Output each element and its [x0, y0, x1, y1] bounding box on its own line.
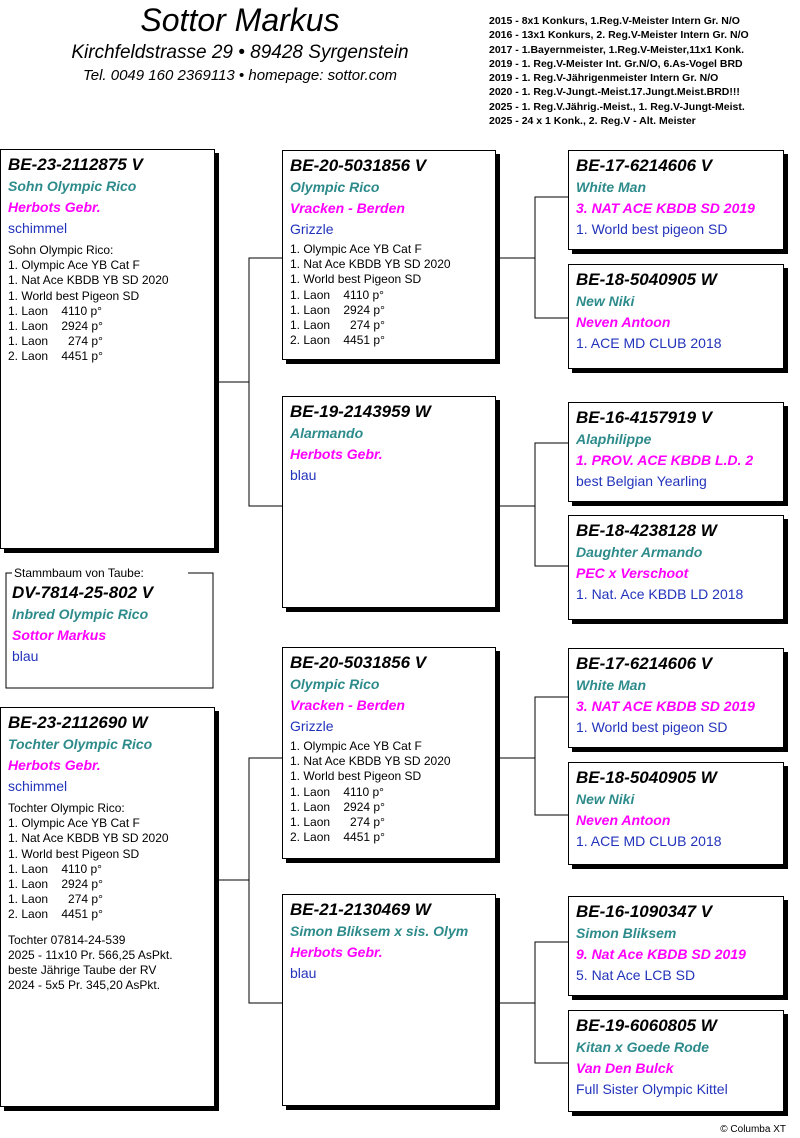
achievement-line: 2017 - 1.Bayernmeister, 1.Reg.V-Meister,11x1 Konk.	[489, 43, 745, 56]
ring-number: BE-16-4157919 V	[576, 408, 713, 427]
pigeon-name: Olympic Rico	[290, 179, 380, 195]
breeder: Herbots Gebr.	[8, 199, 101, 215]
achievement-line: 2015 - 8x1 Konkurs, 1.Reg.V-Meister Intern Gr. N/O	[489, 15, 740, 27]
pedigree-box-sire-dam	[282, 396, 496, 608]
pedigree-box-great-grandparent	[568, 762, 784, 865]
achievement-line: 2025 - 1. Reg.V.Jährig.-Meist., 1. Reg.V-Jungt-Meist.	[489, 100, 745, 113]
pigeon-info: 1. World best pigeon SD	[576, 719, 728, 735]
pigeon-name: White Man	[576, 677, 646, 693]
ring-number: BE-16-1090347 V	[576, 902, 713, 921]
breeder: Herbots Gebr.	[8, 757, 101, 773]
achievement-line: 2019 - 1. Reg.V-Jährigenmeister Intern Gr. N/O	[489, 72, 719, 85]
pedigree-label: Stammbaum von Taube:	[14, 566, 144, 580]
breeder-contact: Tel. 0049 160 2369113 • homepage: sottor.com	[82, 67, 398, 84]
achievement-line: 2020 - 1. Reg.V-Jungt.-Meist.17.Jungt.Meist.BRD!!!	[489, 86, 740, 99]
breeder: Vracken - Berden	[290, 200, 405, 216]
pigeon-color: blau	[290, 965, 317, 981]
breeder: PEC x Verschoot	[576, 565, 689, 581]
breeder: 9. Nat Ace KBDB SD 2019	[576, 946, 746, 962]
ring-number: BE-18-4238128 W	[576, 521, 717, 540]
pedigree-box-great-grandparent	[568, 1010, 784, 1112]
pigeon-color: Grizzle	[290, 221, 334, 237]
offspring-notes: Tochter 07814-24-539 2025 - 11x10 Pr. 566,25 AsPkt. beste Jährige Taube der RV 2024 - 5x5 Pr. 345,20 AsPkt.	[8, 932, 173, 993]
achievement-line: 2025 - 24 x 1 Konk., 2. Reg.V - Alt. Meister	[489, 115, 696, 128]
pigeon-name: Alarmando	[290, 425, 364, 441]
pigeon-color: schimmel	[8, 778, 68, 794]
pigeon-name: New Niki	[576, 293, 635, 309]
performance-notes: 1. Olympic Ace YB Cat F 1. Nat Ace KBDB YB SD 2020 1. World best Pigeon SD 1. Laon 4110 p° 1. Laon 2924 p° 1. Laon 274 p° 2. Laon 4451 p°	[290, 242, 451, 348]
pedigree-box-subject	[8, 582, 216, 682]
pedigree-box-dam-sire	[282, 647, 496, 859]
pedigree-box-dam	[0, 707, 215, 1107]
breeder: 3. NAT ACE KBDB SD 2019	[576, 200, 755, 216]
performance-notes: Sohn Olympic Rico: 1. Olympic Ace YB Cat F 1. Nat Ace KBDB YB SD 2020 1. World best Pigeon SD 1. Laon 4110 p° 1. Laon 2924 p° 1. Laon 274 p° 2. Laon 4451 p°	[8, 243, 169, 364]
breeder: 1. PROV. ACE KBDB L.D. 2	[576, 452, 754, 468]
pigeon-info: 1. ACE MD CLUB 2018	[576, 833, 722, 849]
pedigree-box-sire-sire	[282, 150, 496, 360]
ring-number: BE-20-5031856 V	[290, 156, 427, 175]
ring-number: BE-23-2112690 W	[8, 713, 148, 732]
pigeon-name: Daughter Armando	[576, 544, 703, 560]
pedigree-box-great-grandparent	[568, 515, 784, 620]
pigeon-info: 1. Nat. Ace KBDB LD 2018	[576, 586, 744, 602]
breeder: Herbots Gebr.	[290, 944, 383, 960]
ring-number: BE-17-6214606 V	[576, 654, 713, 673]
pigeon-name: Olympic Rico	[290, 676, 380, 692]
ring-number: BE-20-5031856 V	[290, 653, 427, 672]
pigeon-color: schimmel	[8, 220, 68, 236]
pigeon-name: New Niki	[576, 791, 635, 807]
performance-notes: Tochter Olympic Rico: 1. Olympic Ace YB Cat F 1. Nat Ace KBDB YB SD 2020 1. World best Pigeon SD 1. Laon 4110 p° 1. Laon 2924 p° 1. Laon 274 p° 2. Laon 4451 p°	[8, 801, 169, 922]
breeder: Herbots Gebr.	[290, 446, 383, 462]
ring-number: BE-18-5040905 W	[576, 270, 717, 289]
ring-number: BE-19-6060805 W	[576, 1016, 717, 1035]
pigeon-name: Simon Bliksem	[576, 925, 677, 941]
pedigree-box-great-grandparent	[568, 264, 784, 369]
breeder: Neven Antoon	[576, 812, 671, 828]
pedigree-box-great-grandparent	[568, 150, 784, 250]
pigeon-name: Kitan x Goede Rode	[576, 1039, 710, 1055]
ring-number: BE-18-5040905 W	[576, 768, 717, 787]
pedigree-box-great-grandparent	[568, 648, 784, 748]
pigeon-info: Full Sister Olympic Kittel	[576, 1081, 728, 1097]
ring-number: BE-23-2112875 V	[8, 155, 143, 174]
pedigree-box-great-grandparent	[568, 896, 784, 996]
performance-notes: 1. Olympic Ace YB Cat F 1. Nat Ace KBDB YB SD 2020 1. World best Pigeon SD 1. Laon 4110 p° 1. Laon 2924 p° 1. Laon 274 p° 2. Laon 4451 p°	[290, 739, 451, 845]
breeder: Neven Antoon	[576, 314, 671, 330]
pedigree-box-great-grandparent	[568, 402, 784, 502]
pigeon-info: 1. ACE MD CLUB 2018	[576, 335, 722, 351]
pigeon-name: Inbred Olympic Rico	[12, 606, 149, 622]
ring-number: BE-19-2143959 W	[290, 402, 431, 421]
breeder: Sottor Markus	[12, 627, 107, 643]
breeder: 3. NAT ACE KBDB SD 2019	[576, 698, 755, 714]
ring-number: BE-17-6214606 V	[576, 156, 713, 175]
pigeon-name: Alaphilippe	[576, 431, 652, 447]
pigeon-color: blau	[290, 467, 317, 483]
breeder: Van Den Bulck	[576, 1060, 674, 1076]
pedigree-box-dam-dam	[282, 894, 496, 1106]
breeder: Vracken - Berden	[290, 697, 405, 713]
pigeon-color: Grizzle	[290, 718, 334, 734]
breeder-name: Sottor Markus	[140, 2, 340, 38]
pigeon-name: Sohn Olympic Rico	[8, 178, 137, 194]
ring-number: DV-7814-25-802 V	[12, 583, 154, 602]
pigeon-info: 5. Nat Ace LCB SD	[576, 967, 696, 983]
achievement-line: 2019 - 1. Reg.V-Meister Int. Gr.N/O, 6.As-Vogel BRD	[489, 57, 743, 70]
ring-number: BE-21-2130469 W	[290, 900, 431, 919]
achievement-line: 2016 - 13x1 Konkurs, 2. Reg.V-Meister Intern Gr. N/O	[489, 29, 749, 42]
pigeon-name: White Man	[576, 179, 646, 195]
pigeon-info: 1. World best pigeon SD	[576, 221, 728, 237]
pedigree-box-sire	[0, 149, 215, 549]
copyright-footer: © Columba XT	[720, 1124, 786, 1135]
pigeon-name: Tochter Olympic Rico	[8, 736, 153, 752]
pigeon-info: best Belgian Yearling	[576, 473, 707, 489]
pigeon-name: Simon Bliksem x sis. Olym	[290, 923, 469, 939]
breeder-address: Kirchfeldstrasse 29 • 89428 Syrgenstein	[71, 42, 409, 63]
pigeon-color: blau	[12, 648, 39, 664]
